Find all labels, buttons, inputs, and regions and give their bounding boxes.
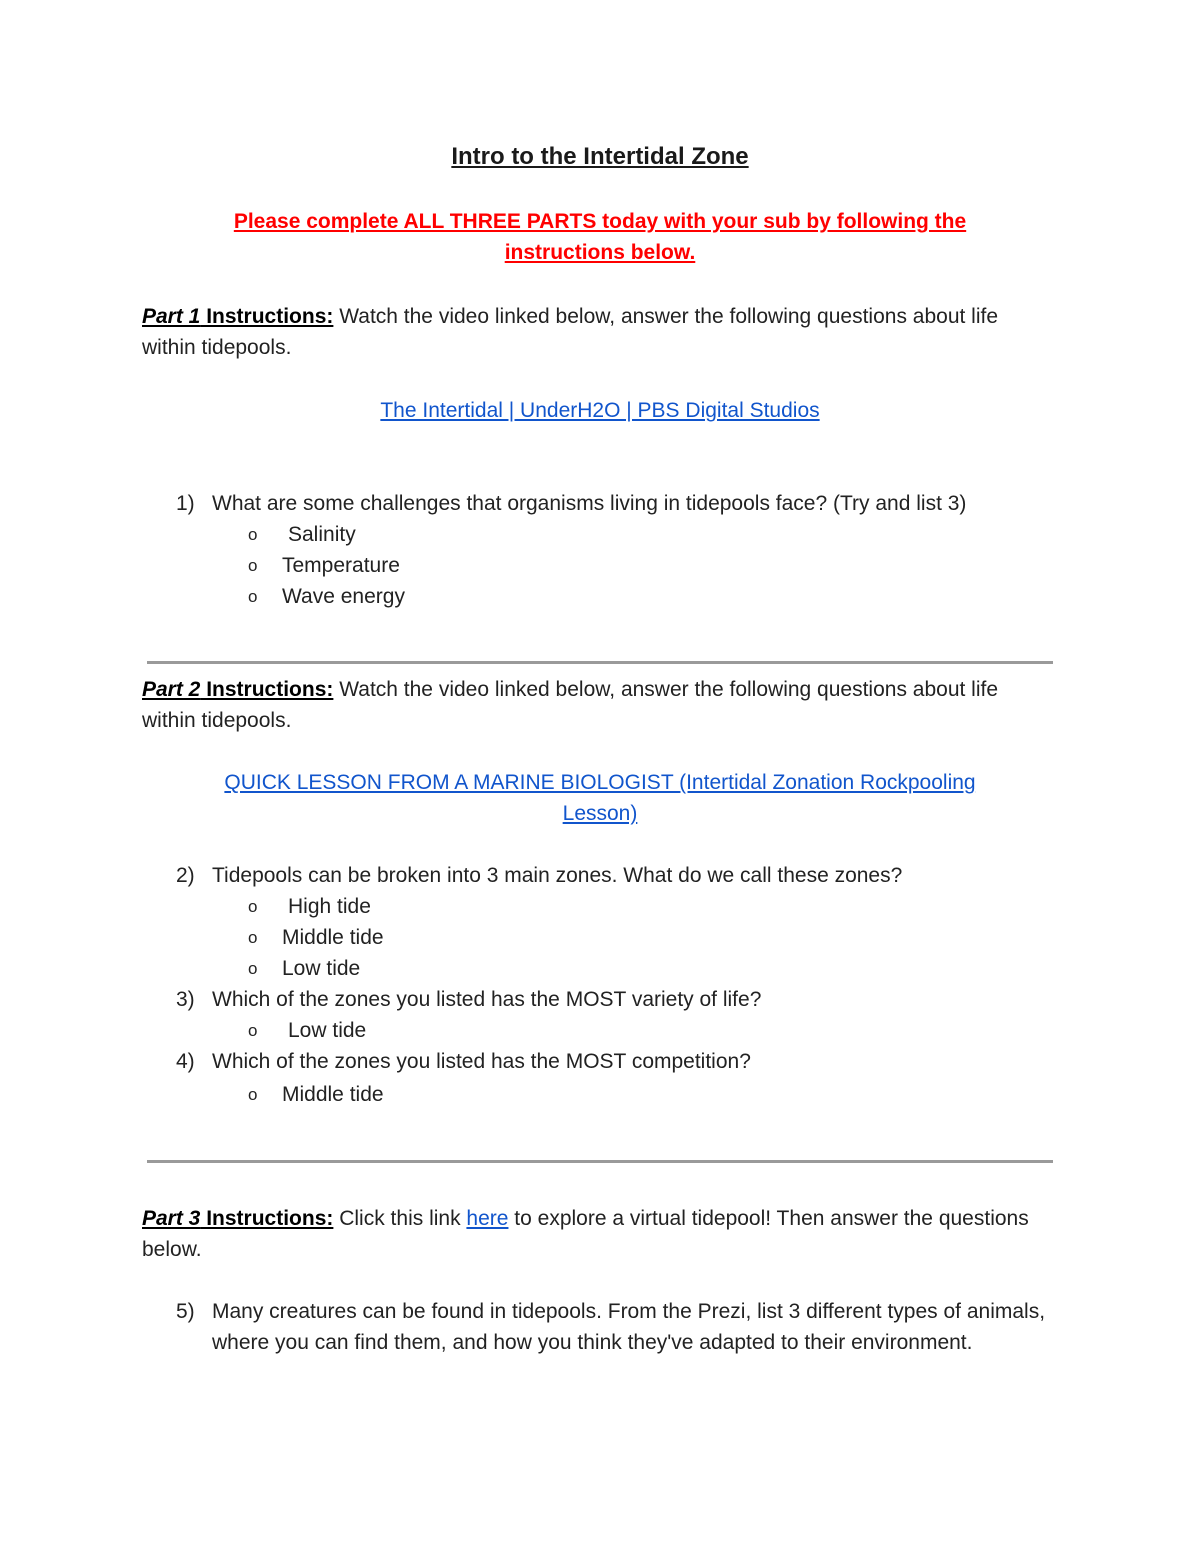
q2-answer-2: Middle tide — [282, 926, 384, 949]
part3-label — [142, 1207, 333, 1230]
part1-label-text: Instructions: — [200, 305, 334, 328]
part3-text-before: Click this link — [333, 1207, 467, 1230]
part3-label-text: Instructions: — [200, 1207, 334, 1230]
q1-answer-1: Salinity — [288, 523, 356, 546]
q2-answer-1: High tide — [288, 895, 371, 918]
part1-instructions — [142, 301, 1042, 363]
part2-label-number: Part 2 — [142, 678, 201, 701]
q4-text: Which of the zones you listed has the MOST competition? — [212, 1050, 751, 1073]
bullet-icon: o — [248, 897, 258, 916]
section-divider — [147, 661, 1053, 664]
part2-label-text: Instructions: — [200, 678, 334, 701]
bullet-icon: o — [248, 556, 258, 575]
q1-answer-3: Wave energy — [282, 585, 405, 608]
part2-link-line-1: QUICK LESSON FROM A MARINE BIOLOGIST (Intertidal Zonation Rockpooling — [224, 771, 976, 794]
q5-number: 5) — [176, 1300, 195, 1323]
notice-line-2: instructions below. — [504, 241, 696, 264]
part2-text: Watch the video linked below, answer the following questions about life within tidepools. — [142, 678, 999, 732]
part1-label — [142, 305, 333, 328]
part1-link-row — [150, 395, 1050, 426]
bullet-icon: o — [248, 587, 258, 606]
q3-number: 3) — [176, 988, 195, 1011]
q1-number: 1) — [176, 492, 195, 515]
bullet-icon: o — [248, 928, 258, 947]
bullet-icon: o — [248, 1085, 258, 1104]
document-title: Intro to the Intertidal Zone — [451, 143, 749, 170]
section-divider — [147, 1160, 1053, 1163]
q3-text: Which of the zones you listed has the MOST variety of life? — [212, 988, 762, 1011]
part2-link-row — [150, 767, 1050, 829]
q2-answer-3: Low tide — [282, 957, 361, 980]
q4-answer-1: Middle tide — [282, 1083, 384, 1106]
q1-text: What are some challenges that organisms living in tidepools face? (Try and list 3) — [212, 492, 967, 515]
part2-link-line-2: Lesson) — [562, 802, 638, 825]
part2-instructions — [142, 674, 1042, 736]
part3-text-after: to explore a virtual tidepool! Then answer the questions below. — [142, 1207, 1029, 1261]
q2-text: Tidepools can be broken into 3 main zones. What do we call these zones? — [212, 864, 903, 887]
q3-answer-1: Low tide — [288, 1019, 367, 1042]
q2-number: 2) — [176, 864, 195, 887]
q5-text: Many creatures can be found in tidepools. From the Prezi, list 3 different types of animals, where you can find them, and how you think they've adapted to their environment. — [212, 1300, 1046, 1354]
part1-text: Watch the video linked below, answer the following questions about life within tidepools. — [142, 305, 999, 359]
part1-video-link[interactable]: The Intertidal | UnderH2O | PBS Digital Studios — [380, 399, 820, 422]
instructions-notice — [160, 206, 1040, 268]
part3-here-link[interactable]: here — [466, 1207, 509, 1230]
q4-number: 4) — [176, 1050, 195, 1073]
bullet-icon: o — [248, 1021, 258, 1040]
notice-line-1: Please complete ALL THREE PARTS today with your sub by following the — [233, 210, 967, 233]
q1-answer-2: Temperature — [282, 554, 400, 577]
bullet-icon: o — [248, 525, 258, 544]
part2-label — [142, 678, 333, 701]
part2-video-link[interactable] — [224, 771, 975, 825]
part3-instructions — [142, 1203, 1042, 1265]
part3-label-number: Part 3 — [142, 1207, 201, 1230]
part1-label-number: Part 1 — [142, 305, 201, 328]
bullet-icon: o — [248, 959, 258, 978]
